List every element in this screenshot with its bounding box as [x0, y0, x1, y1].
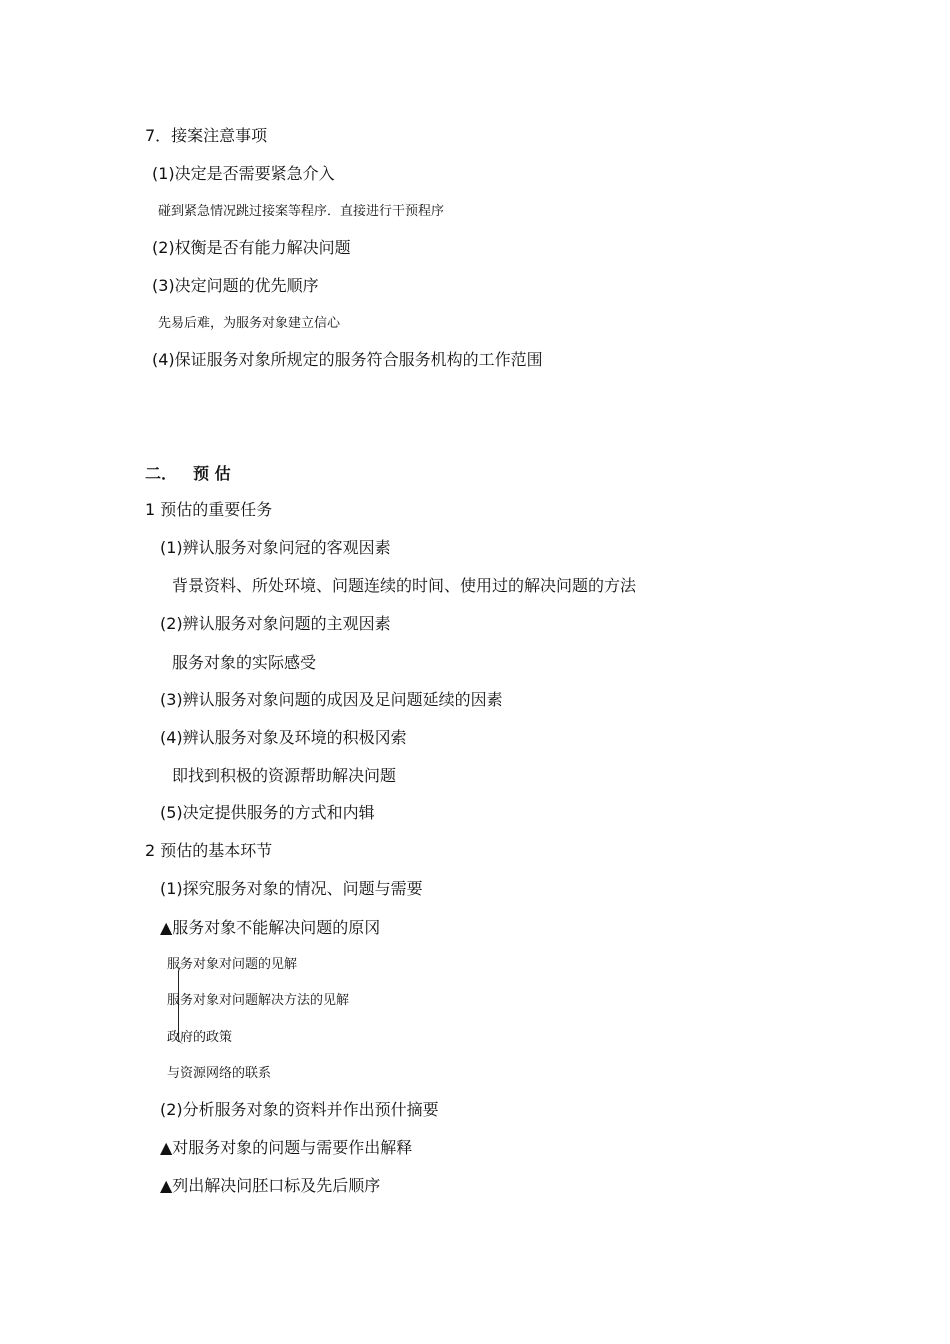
- subsection-2-item-1: (1)探究服务对象的情况、问题与需要: [160, 879, 423, 898]
- section-2-heading-number: 二．: [145, 464, 178, 483]
- subsection-1-item-4-note: 即找到积极的资源帮助解决问题: [172, 766, 397, 785]
- subsection-1-item-5: (5)决定提供服务的方式和内辑: [160, 803, 375, 822]
- subsection-2-triangle-3: ▲列出解决问胚口标及先后顺序: [160, 1176, 381, 1195]
- section-7-item-3: (3)决定问题的优先顺序: [152, 276, 319, 295]
- reason-item: 服务对象对问题解决方法的见解: [167, 993, 350, 1008]
- subsection-2-title: 2 预估的基本环节: [145, 841, 273, 860]
- reason-item: 服务对象对问题的见解: [167, 957, 298, 972]
- subsection-1-item-4: (4)辨认服务对象及环境的积极冈索: [160, 728, 407, 747]
- section-7-item-2: (2)权衡是否有能力解决问题: [152, 238, 351, 257]
- subsection-1-item-2-note: 服务对象的实际感受: [172, 653, 317, 672]
- section-7-title: 7．接案注意事项: [145, 126, 268, 145]
- subsection-2-item-2: (2)分析服务对象的资料并作出预什摘要: [160, 1100, 439, 1119]
- section-7-item-1-note: 碰到紧急情况跳过接案等程序．直接进行干预程序: [158, 204, 445, 219]
- subsection-1-title: 1 预估的重要任务: [145, 500, 273, 519]
- subsection-1-item-2: (2)辨认服务对象问题的主观因素: [160, 614, 391, 633]
- subsection-1-item-1: (1)辨认服务对象问冠的客观因素: [160, 538, 391, 557]
- section-7-item-4: (4)保证服务对象所规定的服务符合服务机构的工作范围: [152, 350, 543, 369]
- section-7-item-1: (1)决定是否需要紧急介入: [152, 164, 335, 183]
- subsection-2-triangle-1: ▲服务对象不能解决问题的原冈: [160, 918, 381, 937]
- reason-item: 政府的政策: [167, 1030, 233, 1045]
- subsection-1-item-3: (3)辨认服务对象问题的成因及足问题延续的因素: [160, 690, 503, 709]
- section-2-heading: 预 估: [193, 464, 231, 483]
- subsection-1-item-1-note: 背景资料、所处环境、问题连续的时间、使用过的解决问题的方法: [172, 576, 637, 595]
- subsection-2-triangle-2: ▲对服务对象的问题与需要作出解释: [160, 1138, 413, 1157]
- reason-item: 与资源网络的联系: [167, 1066, 272, 1081]
- section-7-item-3-note: 先易后难，为服务对象建立信心: [158, 316, 341, 331]
